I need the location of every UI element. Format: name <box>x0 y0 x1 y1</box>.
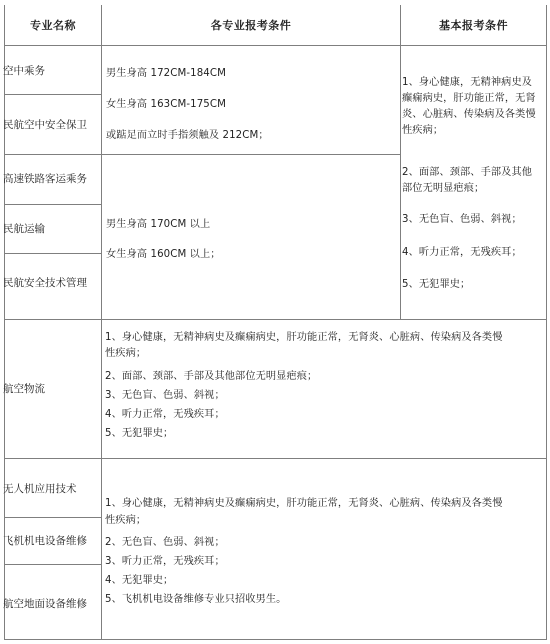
wuliu-condition-line: 4、听力正常，无残疾耳； <box>105 409 225 420</box>
height-requirement-female: 女生身高 160CM 以上； <box>106 249 221 260</box>
basic-condition-line: 性疾病； <box>402 125 444 136</box>
height-requirement-male: 男生身高 172CM-184CM <box>106 68 226 79</box>
basic-condition-line: 5、无犯罪史； <box>402 279 471 290</box>
basic-condition-line: 3、无色盲、色弱、斜视； <box>402 214 522 225</box>
row-divider-group <box>4 154 400 155</box>
row-divider-section <box>4 319 547 320</box>
wuliu-condition-line: 2、面部、颈部、手部及其他部位无明显疤痕； <box>105 371 318 382</box>
row-divider-section <box>4 458 547 459</box>
major-kongzhong: 空中乘务 <box>3 65 45 77</box>
maintenance-condition-line: 4、无犯罪史； <box>105 575 174 586</box>
maintenance-condition-line: 3、听力正常，无残疾耳； <box>105 556 225 567</box>
row-divider <box>4 517 101 518</box>
wuliu-condition-line: 性疾病； <box>105 348 147 359</box>
maintenance-condition-line: 5、飞机机电设备维修专业只招收男生。 <box>105 594 287 605</box>
major-wurenji: 无人机应用技术 <box>3 483 77 495</box>
basic-condition-line: 炎、心脏病、传染病及各类慢 <box>402 109 536 120</box>
wuliu-condition-line: 3、无色盲、色弱、斜视； <box>105 390 225 401</box>
table-border-bottom <box>4 639 547 640</box>
wuliu-condition-line: 5、无犯罪史； <box>105 428 174 439</box>
basic-condition-line: 1、身心健康，无精神病史及 <box>402 77 533 88</box>
reach-requirement: 或踮足而立时手指须触及 212CM； <box>106 130 269 141</box>
major-gaotie: 高速铁路客运乘务 <box>3 173 87 185</box>
row-divider <box>4 204 101 205</box>
major-jidian: 飞机机电设备维修 <box>3 535 87 547</box>
basic-condition-line: 部位无明显疤痕； <box>402 183 485 194</box>
column-divider <box>101 5 102 640</box>
column-divider <box>400 5 401 320</box>
row-divider <box>4 94 101 95</box>
major-wuliu: 航空物流 <box>3 383 45 395</box>
major-anquan-jishu: 民航安全技术管理 <box>3 277 87 289</box>
height-requirement-female: 女生身高 163CM-175CM <box>106 99 226 110</box>
major-yunshu: 民航运输 <box>3 223 45 235</box>
maintenance-condition-line: 1、身心健康，无精神病史及癫痫病史，肝功能正常，无肾炎、心脏病、传染病及各类慢 <box>105 498 503 509</box>
major-dimian: 航空地面设备维修 <box>3 598 87 610</box>
row-divider <box>4 253 101 254</box>
maintenance-condition-line: 2、无色盲、色弱、斜视； <box>105 537 225 548</box>
header-major-conditions: 各专业报考条件 <box>102 5 400 45</box>
header-major-name: 专业名称 <box>5 5 101 45</box>
basic-condition-line: 2、面部、颈部、手部及其他 <box>402 167 533 178</box>
wuliu-condition-line: 1、身心健康，无精神病史及癫痫病史，肝功能正常，无肾炎、心脏病、传染病及各类慢 <box>105 332 503 343</box>
maintenance-condition-line: 性疾病； <box>105 515 147 526</box>
header-basic-conditions: 基本报考条件 <box>401 5 546 45</box>
basic-condition-line: 4、听力正常，无残疾耳； <box>402 247 522 258</box>
row-divider <box>4 564 101 565</box>
header-divider <box>4 45 547 46</box>
table-border-right <box>546 5 547 640</box>
height-requirement-male: 男生身高 170CM 以上 <box>106 219 211 230</box>
basic-condition-line: 癫痫病史，肝功能正常，无肾 <box>402 93 536 104</box>
major-anquan-baowei: 民航空中安全保卫 <box>3 119 87 131</box>
